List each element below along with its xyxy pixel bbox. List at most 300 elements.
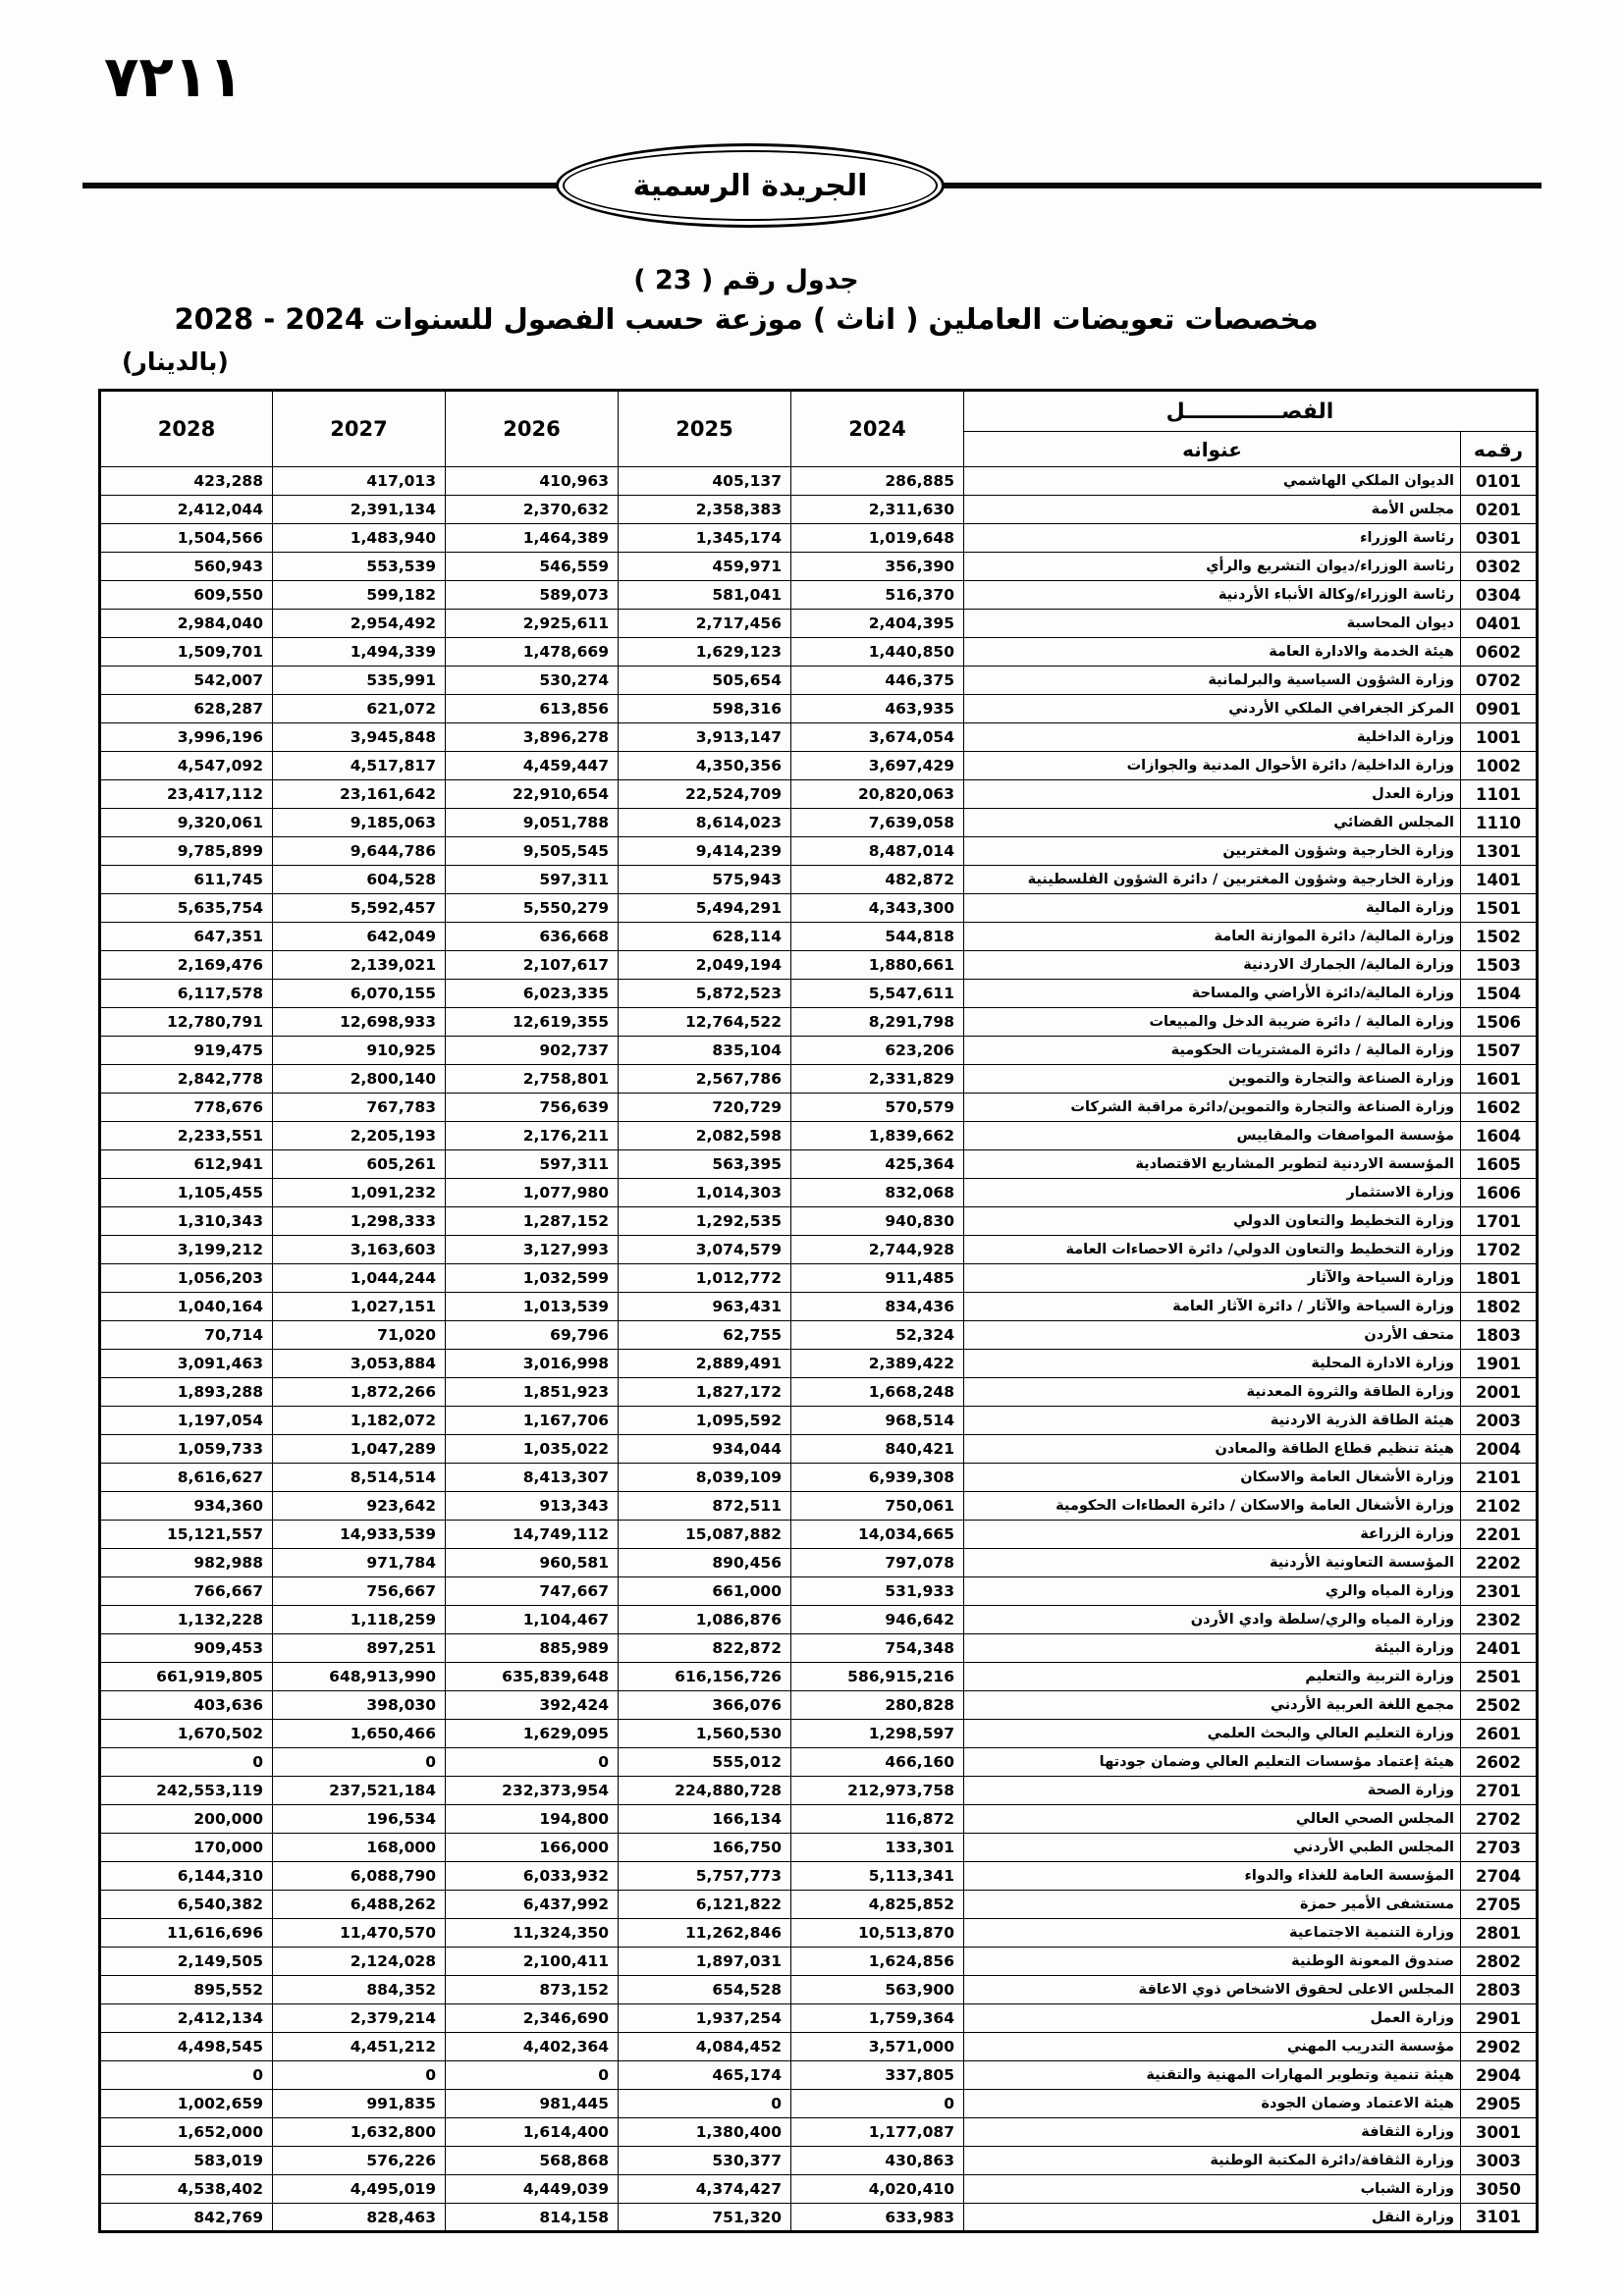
- chapter-name-cell: المؤسسة العامة للغذاء والدواء: [964, 1862, 1461, 1891]
- amount-2028-cell: 611,745: [100, 866, 273, 894]
- table-row: [100, 2004, 1538, 2033]
- chapter-name-cell: وزارة المالية/ الجمارك الاردنية: [964, 951, 1461, 980]
- amount-2026-cell: 3,127,993: [446, 1236, 619, 1264]
- amount-2026-cell: 3,896,278: [446, 723, 619, 752]
- chapter-name-cell: المؤسسة الاردنية لتطوير المشاريع الاقتصادية: [964, 1150, 1461, 1179]
- amount-2025-cell: 2,082,598: [619, 1122, 791, 1150]
- chapter-name-cell: وزارة السياحة والآثار / دائرة الآثار العامة: [964, 1293, 1461, 1321]
- amount-2027-cell: 2,391,134: [273, 496, 446, 524]
- chapter-name-cell: وزارة الصناعة والتجارة والتموين/دائرة مراقبة الشركات: [964, 1094, 1461, 1122]
- amount-2026-cell: 8,413,307: [446, 1464, 619, 1492]
- table-row: [100, 1293, 1538, 1321]
- amount-2027-cell: 196,534: [273, 1805, 446, 1834]
- amount-2027-cell: 1,872,266: [273, 1378, 446, 1407]
- amount-2025-cell: 2,717,456: [619, 610, 791, 638]
- table-row: [100, 780, 1538, 809]
- amount-2027-cell: 14,933,539: [273, 1521, 446, 1549]
- table-row: [100, 467, 1538, 496]
- amount-2025-cell: 575,943: [619, 866, 791, 894]
- amount-2024-cell: 3,571,000: [791, 2033, 964, 2061]
- chapter-name-cell: مجلس الأمة: [964, 496, 1461, 524]
- chapter-name-cell: وزارة الداخلية/ دائرة الأحوال المدنية والجوازات: [964, 752, 1461, 780]
- amount-2028-cell: 1,002,659: [100, 2090, 273, 2118]
- table-row: [100, 1577, 1538, 1606]
- amount-2024-cell: 940,830: [791, 1207, 964, 1236]
- table-row: [100, 1691, 1538, 1720]
- amount-2027-cell: 3,053,884: [273, 1350, 446, 1378]
- chapter-code-cell: 0301: [1461, 524, 1538, 553]
- amount-2028-cell: 2,233,551: [100, 1122, 273, 1150]
- chapter-code-cell: 2301: [1461, 1577, 1538, 1606]
- amount-2024-cell: 482,872: [791, 866, 964, 894]
- amount-2028-cell: 909,453: [100, 1634, 273, 1663]
- table-row: [100, 1008, 1538, 1037]
- amount-2024-cell: 516,370: [791, 581, 964, 610]
- chapter-name-cell: وزارة الخارجية وشؤون المغتربين / دائرة الشؤون الفلسطينية: [964, 866, 1461, 894]
- amount-2028-cell: 2,842,778: [100, 1065, 273, 1094]
- chapter-code-cell: 0401: [1461, 610, 1538, 638]
- amount-2028-cell: 8,616,627: [100, 1464, 273, 1492]
- amount-2024-cell: 544,818: [791, 923, 964, 951]
- amount-2028-cell: 1,652,000: [100, 2118, 273, 2147]
- gazette-banner-label: الجريدة الرسمية: [632, 168, 868, 203]
- amount-2028-cell: 919,475: [100, 1037, 273, 1065]
- table-row: [100, 1236, 1538, 1264]
- amount-2024-cell: 2,744,928: [791, 1236, 964, 1264]
- amount-2024-cell: 1,668,248: [791, 1378, 964, 1407]
- amount-2026-cell: 756,639: [446, 1094, 619, 1122]
- amount-2028-cell: 3,091,463: [100, 1350, 273, 1378]
- amount-2027-cell: 1,483,940: [273, 524, 446, 553]
- amount-2026-cell: 913,343: [446, 1492, 619, 1521]
- table-row: [100, 1037, 1538, 1065]
- table-row: [100, 894, 1538, 923]
- amount-2024-cell: 1,298,597: [791, 1720, 964, 1748]
- amount-2025-cell: 3,074,579: [619, 1236, 791, 1264]
- chapter-code-cell: 1803: [1461, 1321, 1538, 1350]
- amount-2025-cell: 4,374,427: [619, 2175, 791, 2204]
- amount-2027-cell: 0: [273, 1748, 446, 1777]
- amount-2027-cell: 2,379,214: [273, 2004, 446, 2033]
- amount-2026-cell: 22,910,654: [446, 780, 619, 809]
- amount-2027-cell: 599,182: [273, 581, 446, 610]
- chapter-code-cell: 1702: [1461, 1236, 1538, 1264]
- amount-2027-cell: 1,298,333: [273, 1207, 446, 1236]
- amount-2025-cell: 15,087,882: [619, 1521, 791, 1549]
- table-row: [100, 1805, 1538, 1834]
- amount-2027-cell: 6,088,790: [273, 1862, 446, 1891]
- table-row: [100, 1094, 1538, 1122]
- amount-2026-cell: 597,311: [446, 866, 619, 894]
- chapter-code-cell: 2802: [1461, 1948, 1538, 1976]
- amount-2025-cell: 2,889,491: [619, 1350, 791, 1378]
- amount-2026-cell: 2,100,411: [446, 1948, 619, 1976]
- chapter-name-cell: المجلس الاعلى لحقوق الاشخاص ذوي الاعاقة: [964, 1976, 1461, 2004]
- table-row: [100, 1976, 1538, 2004]
- amount-2026-cell: 194,800: [446, 1805, 619, 1834]
- amount-2025-cell: 11,262,846: [619, 1919, 791, 1948]
- chapter-name-cell: وزارة التربية والتعليم: [964, 1663, 1461, 1691]
- amount-2028-cell: 2,169,476: [100, 951, 273, 980]
- chapter-code-cell: 2704: [1461, 1862, 1538, 1891]
- chapter-name-cell: الديوان الملكي الهاشمي: [964, 467, 1461, 496]
- amount-2028-cell: 1,105,455: [100, 1179, 273, 1207]
- table-row: [100, 1321, 1538, 1350]
- amount-2026-cell: 635,839,648: [446, 1663, 619, 1691]
- chapter-name-cell: رئاسة الوزراء: [964, 524, 1461, 553]
- amount-2027-cell: 71,020: [273, 1321, 446, 1350]
- amount-2028-cell: 0: [100, 2061, 273, 2090]
- amount-2026-cell: 14,749,112: [446, 1521, 619, 1549]
- chapter-name-cell: المجلس الطبي الأردني: [964, 1834, 1461, 1862]
- chapter-name-cell: المؤسسة التعاونية الأردنية: [964, 1549, 1461, 1577]
- chapter-code-cell: 1001: [1461, 723, 1538, 752]
- amount-2026-cell: 597,311: [446, 1150, 619, 1179]
- amount-2028-cell: 982,988: [100, 1549, 273, 1577]
- chapter-name-cell: مجمع اللغة العربية الأردني: [964, 1691, 1461, 1720]
- table-row: [100, 1549, 1538, 1577]
- chapter-name-cell: وزارة التعليم العالي والبحث العلمي: [964, 1720, 1461, 1748]
- amount-2024-cell: 52,324: [791, 1321, 964, 1350]
- amount-2025-cell: 1,086,876: [619, 1606, 791, 1634]
- amount-2025-cell: 465,174: [619, 2061, 791, 2090]
- amount-2025-cell: 616,156,726: [619, 1663, 791, 1691]
- amount-2025-cell: 0: [619, 2090, 791, 2118]
- table-row: [100, 1407, 1538, 1435]
- amount-2025-cell: 4,084,452: [619, 2033, 791, 2061]
- chapter-name-cell: هيئة الطاقة الذرية الاردنية: [964, 1407, 1461, 1435]
- amount-2026-cell: 2,758,801: [446, 1065, 619, 1094]
- currency-note: (بالدينار): [122, 347, 229, 376]
- amount-2028-cell: 1,509,701: [100, 638, 273, 667]
- amount-2025-cell: 1,937,254: [619, 2004, 791, 2033]
- amount-2026-cell: 3,016,998: [446, 1350, 619, 1378]
- table-row: [100, 837, 1538, 866]
- table-row: [100, 723, 1538, 752]
- amount-2026-cell: 6,023,335: [446, 980, 619, 1008]
- chapter-code-cell: 2001: [1461, 1378, 1538, 1407]
- amount-2025-cell: 4,350,356: [619, 752, 791, 780]
- amount-2028-cell: 403,636: [100, 1691, 273, 1720]
- amount-2026-cell: 530,274: [446, 667, 619, 695]
- amount-2024-cell: 4,825,852: [791, 1891, 964, 1919]
- amount-2028-cell: 9,785,899: [100, 837, 273, 866]
- chapter-code-cell: 2602: [1461, 1748, 1538, 1777]
- amount-2026-cell: 747,667: [446, 1577, 619, 1606]
- amount-2026-cell: 9,505,545: [446, 837, 619, 866]
- amount-2025-cell: 224,880,728: [619, 1777, 791, 1805]
- table-row: [100, 1264, 1538, 1293]
- amount-2028-cell: 661,919,805: [100, 1663, 273, 1691]
- table-row: [100, 1777, 1538, 1805]
- chapter-name-cell: المجلس القضائي: [964, 809, 1461, 837]
- chapter-code-cell: 1506: [1461, 1008, 1538, 1037]
- amount-2028-cell: 895,552: [100, 1976, 273, 2004]
- amount-2025-cell: 598,316: [619, 695, 791, 723]
- amount-2025-cell: 12,764,522: [619, 1008, 791, 1037]
- amount-2025-cell: 963,431: [619, 1293, 791, 1321]
- chapter-name-cell: وزارة العمل: [964, 2004, 1461, 2033]
- amount-2028-cell: 242,553,119: [100, 1777, 273, 1805]
- amount-2026-cell: 1,851,923: [446, 1378, 619, 1407]
- amount-2026-cell: 2,925,611: [446, 610, 619, 638]
- amount-2024-cell: 563,900: [791, 1976, 964, 2004]
- amount-2024-cell: 1,624,856: [791, 1948, 964, 1976]
- amount-2027-cell: 9,185,063: [273, 809, 446, 837]
- amount-2027-cell: 2,205,193: [273, 1122, 446, 1150]
- amount-2026-cell: 1,032,599: [446, 1264, 619, 1293]
- amount-2026-cell: 392,424: [446, 1691, 619, 1720]
- amount-2028-cell: 3,996,196: [100, 723, 273, 752]
- table-row: [100, 1435, 1538, 1464]
- chapter-code-cell: 1802: [1461, 1293, 1538, 1321]
- amount-2024-cell: 1,440,850: [791, 638, 964, 667]
- amount-2024-cell: 832,068: [791, 1179, 964, 1207]
- amount-2028-cell: 12,780,791: [100, 1008, 273, 1037]
- table-row: [100, 951, 1538, 980]
- amount-2025-cell: 6,121,822: [619, 1891, 791, 1919]
- amount-2025-cell: 459,971: [619, 553, 791, 581]
- amount-2028-cell: 4,498,545: [100, 2033, 273, 2061]
- chapter-code-cell: 2502: [1461, 1691, 1538, 1720]
- amount-2025-cell: 1,560,530: [619, 1720, 791, 1748]
- page-number: ٧٢١١: [104, 43, 244, 110]
- amount-2028-cell: 2,412,134: [100, 2004, 273, 2033]
- chapter-name-cell: المجلس الصحي العالي: [964, 1805, 1461, 1834]
- amount-2025-cell: 1,380,400: [619, 2118, 791, 2147]
- table-row: [100, 1378, 1538, 1407]
- chapter-name-cell: هيئة إعتماد مؤسسات التعليم العالي وضمان جودتها: [964, 1748, 1461, 1777]
- amount-2028-cell: 560,943: [100, 553, 273, 581]
- amount-2026-cell: 4,402,364: [446, 2033, 619, 2061]
- amount-2024-cell: 8,291,798: [791, 1008, 964, 1037]
- amount-2025-cell: 9,414,239: [619, 837, 791, 866]
- amount-2025-cell: 5,494,291: [619, 894, 791, 923]
- table-row: [100, 1948, 1538, 1976]
- chapter-name-cell: هيئة تنمية وتطوير المهارات المهنية والتقنية: [964, 2061, 1461, 2090]
- table-row: [100, 1663, 1538, 1691]
- chapter-code-cell: 1002: [1461, 752, 1538, 780]
- chapter-code-cell: 1801: [1461, 1264, 1538, 1293]
- amount-2024-cell: 2,389,422: [791, 1350, 964, 1378]
- chapter-code-cell: 2202: [1461, 1549, 1538, 1577]
- table-row: [100, 524, 1538, 553]
- chapter-code-cell: 1504: [1461, 980, 1538, 1008]
- chapter-code-cell: 2102: [1461, 1492, 1538, 1521]
- amount-2025-cell: 1,897,031: [619, 1948, 791, 1976]
- amount-2026-cell: 589,073: [446, 581, 619, 610]
- amount-2024-cell: 337,805: [791, 2061, 964, 2090]
- amount-2028-cell: 1,670,502: [100, 1720, 273, 1748]
- table-row: [100, 2090, 1538, 2118]
- chapter-name-cell: المركز الجغرافي الملكي الأردني: [964, 695, 1461, 723]
- gazette-banner: [556, 143, 945, 228]
- amount-2026-cell: 11,324,350: [446, 1919, 619, 1948]
- table-row: [100, 866, 1538, 894]
- amount-2028-cell: 70,714: [100, 1321, 273, 1350]
- amount-2024-cell: 466,160: [791, 1748, 964, 1777]
- chapter-code-cell: 0302: [1461, 553, 1538, 581]
- amount-2027-cell: 4,517,817: [273, 752, 446, 780]
- chapter-name-cell: وزارة الشباب: [964, 2175, 1461, 2204]
- amount-2027-cell: 237,521,184: [273, 1777, 446, 1805]
- amount-2027-cell: 1,118,259: [273, 1606, 446, 1634]
- amount-2028-cell: 612,941: [100, 1150, 273, 1179]
- amount-2027-cell: 6,070,155: [273, 980, 446, 1008]
- chapter-code-cell: 2803: [1461, 1976, 1538, 2004]
- amount-2025-cell: 62,755: [619, 1321, 791, 1350]
- amount-2024-cell: 0: [791, 2090, 964, 2118]
- amount-2028-cell: 1,893,288: [100, 1378, 273, 1407]
- amount-2024-cell: 570,579: [791, 1094, 964, 1122]
- chapter-code-cell: 1501: [1461, 894, 1538, 923]
- chapter-code-cell: 2501: [1461, 1663, 1538, 1691]
- table-row: [100, 1891, 1538, 1919]
- amount-2028-cell: 2,412,044: [100, 496, 273, 524]
- amount-2024-cell: 633,983: [791, 2204, 964, 2232]
- chapter-code-cell: 2702: [1461, 1805, 1538, 1834]
- amount-2027-cell: 923,642: [273, 1492, 446, 1521]
- amount-2026-cell: 166,000: [446, 1834, 619, 1862]
- amount-2024-cell: 1,759,364: [791, 2004, 964, 2033]
- amount-2025-cell: 555,012: [619, 1748, 791, 1777]
- chapter-name-cell: وزارة الطاقة والثروة المعدنية: [964, 1378, 1461, 1407]
- amount-2027-cell: 4,451,212: [273, 2033, 446, 2061]
- chapter-name-cell: هيئة الاعتماد وضمان الجودة: [964, 2090, 1461, 2118]
- table-row: [100, 1748, 1538, 1777]
- amount-2027-cell: 767,783: [273, 1094, 446, 1122]
- amount-2026-cell: 2,176,211: [446, 1122, 619, 1150]
- chapter-code-cell: 2902: [1461, 2033, 1538, 2061]
- amount-2027-cell: 1,044,244: [273, 1264, 446, 1293]
- amount-2026-cell: 1,629,095: [446, 1720, 619, 1748]
- amount-2024-cell: 840,421: [791, 1435, 964, 1464]
- amount-2025-cell: 8,039,109: [619, 1464, 791, 1492]
- table-row: [100, 2061, 1538, 2090]
- amount-2027-cell: 1,091,232: [273, 1179, 446, 1207]
- amount-2024-cell: 286,885: [791, 467, 964, 496]
- chapter-code-cell: 2705: [1461, 1891, 1538, 1919]
- amount-2025-cell: 530,377: [619, 2147, 791, 2175]
- chapter-name-cell: وزارة العدل: [964, 780, 1461, 809]
- amount-2026-cell: 12,619,355: [446, 1008, 619, 1037]
- chapter-code-cell: 1503: [1461, 951, 1538, 980]
- amount-2028-cell: 23,417,112: [100, 780, 273, 809]
- table-row: [100, 2118, 1538, 2147]
- amount-2026-cell: 5,550,279: [446, 894, 619, 923]
- chapter-code-cell: 0101: [1461, 467, 1538, 496]
- table-row: [100, 2033, 1538, 2061]
- amount-2027-cell: 8,514,514: [273, 1464, 446, 1492]
- table-row: [100, 1919, 1538, 1948]
- chapter-name-cell: وزارة الشؤون السياسية والبرلمانية: [964, 667, 1461, 695]
- amount-2028-cell: 4,547,092: [100, 752, 273, 780]
- table-number-title: جدول رقم ( 23 ): [633, 265, 859, 295]
- amount-2024-cell: 6,939,308: [791, 1464, 964, 1492]
- year-header-2024: 2024: [791, 391, 964, 467]
- year-header-2028: 2028: [100, 391, 273, 467]
- amount-2024-cell: 430,863: [791, 2147, 964, 2175]
- amount-2027-cell: 971,784: [273, 1549, 446, 1577]
- table-row: [100, 1065, 1538, 1094]
- amount-2027-cell: 828,463: [273, 2204, 446, 2232]
- amount-2026-cell: 885,989: [446, 1634, 619, 1663]
- amount-2026-cell: 1,077,980: [446, 1179, 619, 1207]
- amount-2026-cell: 1,614,400: [446, 2118, 619, 2147]
- table-row: [100, 695, 1538, 723]
- amount-2024-cell: 1,880,661: [791, 951, 964, 980]
- chapter-name-cell: وزارة الادارة المحلية: [964, 1350, 1461, 1378]
- chapter-code-cell: 3101: [1461, 2204, 1538, 2232]
- chapter-name-cell: وزارة المالية / دائرة ضريبة الدخل والمبيعات: [964, 1008, 1461, 1037]
- amount-2025-cell: 366,076: [619, 1691, 791, 1720]
- amount-2028-cell: 11,616,696: [100, 1919, 273, 1948]
- amount-2026-cell: 410,963: [446, 467, 619, 496]
- amount-2024-cell: 5,113,341: [791, 1862, 964, 1891]
- amount-2025-cell: 581,041: [619, 581, 791, 610]
- chapter-code-cell: 1507: [1461, 1037, 1538, 1065]
- amount-2026-cell: 981,445: [446, 2090, 619, 2118]
- amount-2024-cell: 834,436: [791, 1293, 964, 1321]
- chapter-name-cell: وزارة الأشغال العامة والاسكان / دائرة العطاءات الحكومية: [964, 1492, 1461, 1521]
- table-row: [100, 496, 1538, 524]
- amount-2026-cell: 613,856: [446, 695, 619, 723]
- amount-2024-cell: 116,872: [791, 1805, 964, 1834]
- chapter-code-cell: 0304: [1461, 581, 1538, 610]
- chapter-code-cell: 1602: [1461, 1094, 1538, 1122]
- chapter-code-cell: 2201: [1461, 1521, 1538, 1549]
- amount-2028-cell: 170,000: [100, 1834, 273, 1862]
- chapter-name-cell: وزارة المياه والري: [964, 1577, 1461, 1606]
- amount-2026-cell: 636,668: [446, 923, 619, 951]
- chapter-name-cell: مؤسسة المواصفات والمقاييس: [964, 1122, 1461, 1150]
- amount-2026-cell: 2,107,617: [446, 951, 619, 980]
- table-row: [100, 1179, 1538, 1207]
- amount-2025-cell: 563,395: [619, 1150, 791, 1179]
- amount-2028-cell: 778,676: [100, 1094, 273, 1122]
- table-row: [100, 923, 1538, 951]
- table-row: [100, 752, 1538, 780]
- table-row: [100, 553, 1538, 581]
- amount-2028-cell: 9,320,061: [100, 809, 273, 837]
- amount-2026-cell: 1,013,539: [446, 1293, 619, 1321]
- amount-2027-cell: 535,991: [273, 667, 446, 695]
- chapter-title-header: عنوانه: [964, 432, 1461, 467]
- chapter-name-cell: وزارة التخطيط والتعاون الدولي/ دائرة الاحصاءات العامة: [964, 1236, 1461, 1264]
- amount-2024-cell: 911,485: [791, 1264, 964, 1293]
- amount-2024-cell: 1,839,662: [791, 1122, 964, 1150]
- chapter-name-cell: وزارة الصحة: [964, 1777, 1461, 1805]
- amount-2026-cell: 2,346,690: [446, 2004, 619, 2033]
- amount-2025-cell: 22,524,709: [619, 780, 791, 809]
- amount-2026-cell: 4,449,039: [446, 2175, 619, 2204]
- gazette-banner-border: [563, 150, 938, 221]
- amount-2027-cell: 9,644,786: [273, 837, 446, 866]
- amount-2027-cell: 2,124,028: [273, 1948, 446, 1976]
- amount-2028-cell: 6,117,578: [100, 980, 273, 1008]
- amount-2026-cell: 2,370,632: [446, 496, 619, 524]
- titles-block: [20, 265, 1473, 336]
- chapter-code-cell: 1601: [1461, 1065, 1538, 1094]
- amount-2025-cell: 166,134: [619, 1805, 791, 1834]
- amount-2025-cell: 872,511: [619, 1492, 791, 1521]
- amount-2024-cell: 750,061: [791, 1492, 964, 1521]
- chapter-code-cell: 3050: [1461, 2175, 1538, 2204]
- chapter-code-cell: 2801: [1461, 1919, 1538, 1948]
- amount-2027-cell: 1,650,466: [273, 1720, 446, 1748]
- chapter-code-cell: 1502: [1461, 923, 1538, 951]
- amount-2027-cell: 6,488,262: [273, 1891, 446, 1919]
